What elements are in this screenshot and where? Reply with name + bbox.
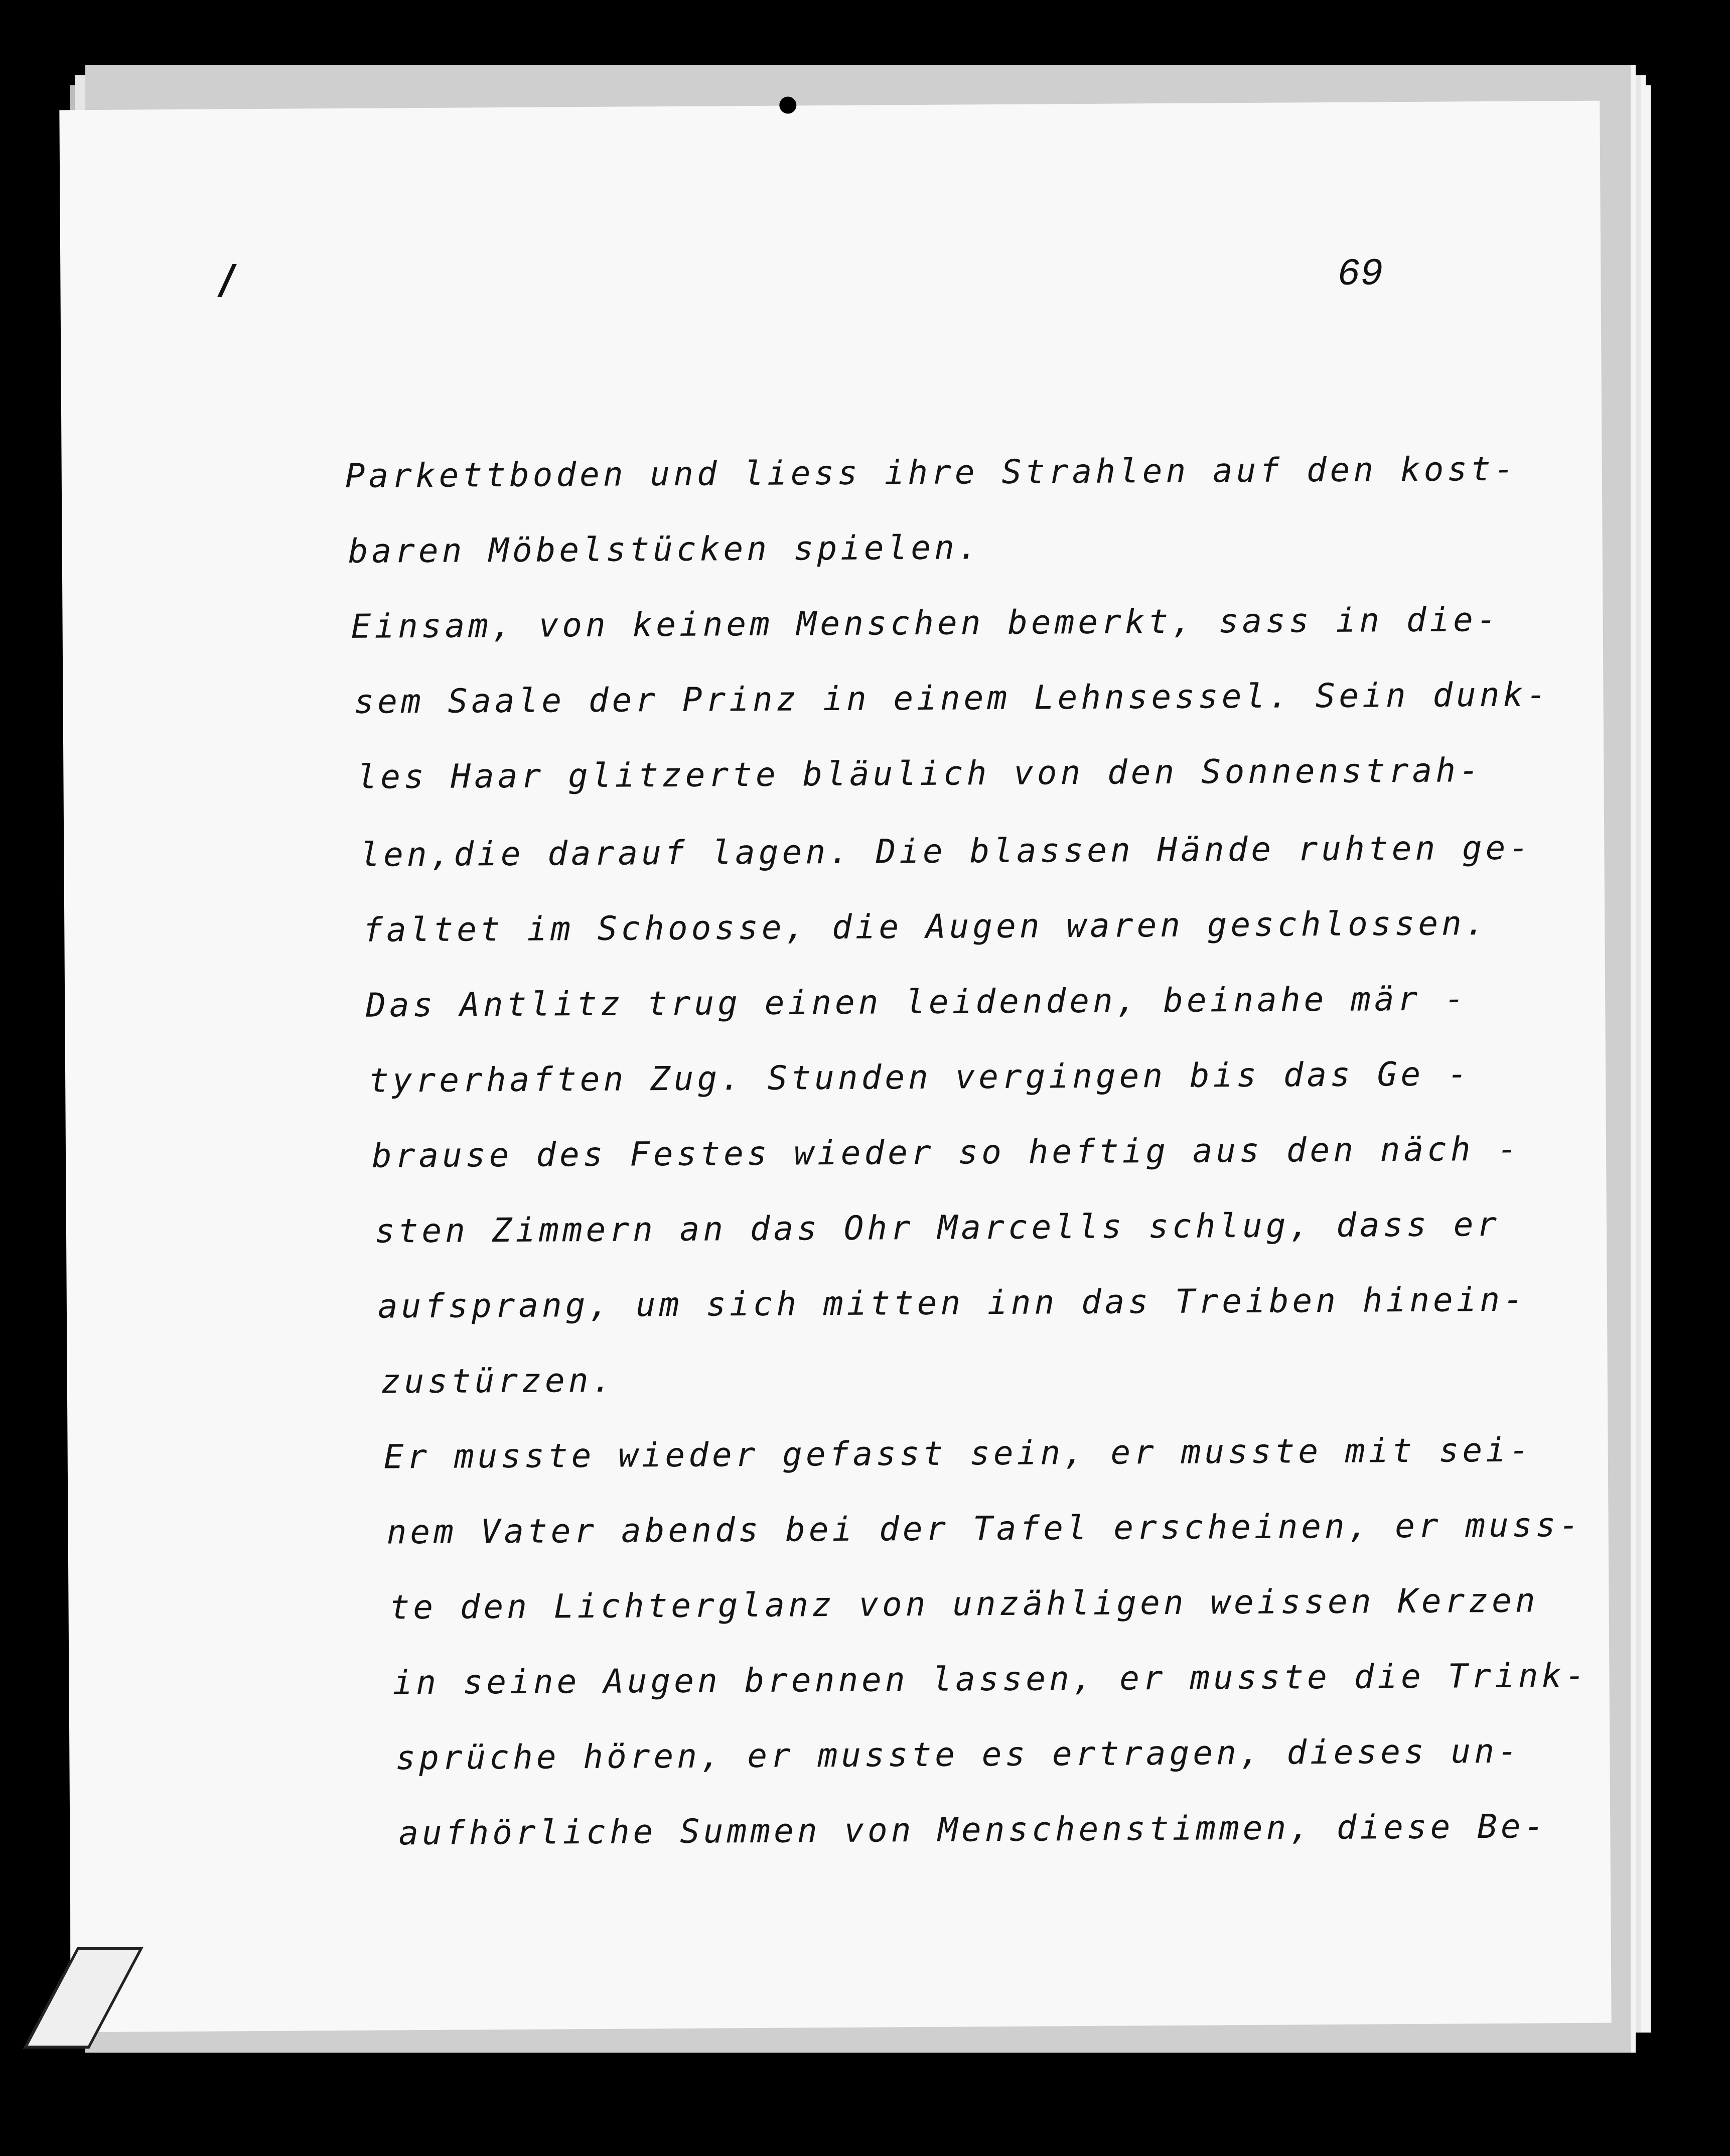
text-line: faltet im Schoosse, die Augen waren geschlossen.	[363, 904, 1489, 950]
text-line: len,die darauf lagen. Die blassen Hände ruhten ge-	[360, 828, 1533, 874]
text-line: sten Zimmern an das Ohr Marcells schlug, dass er	[374, 1204, 1501, 1251]
text-line: les Haar glitzerte bläulich von den Sonnenstrah-	[357, 751, 1483, 796]
text-line: aufsprang, um sich mitten inn das Treiben hinein-	[377, 1280, 1527, 1326]
text-line: te den Lichterglanz von unzähligen weissen Kerzen	[389, 1581, 1539, 1627]
text-line: Er musste wieder gefasst sein, er musste mit sei-	[383, 1430, 1533, 1476]
corner-mark: /	[215, 256, 239, 303]
text-line: sprüche hören, er musste es ertragen, dieses un-	[395, 1731, 1521, 1778]
text-line: baren Möbelstücken spielen.	[348, 528, 981, 571]
text-line: sem Saale der Prinz in einem Lehnsessel. Sein dunk-	[354, 675, 1550, 721]
text-line: aufhörliche Summen von Menschenstimmen, diese Be-	[398, 1807, 1548, 1853]
body-text	[59, 101, 1611, 2033]
text-line: zustürzen.	[380, 1361, 616, 1401]
text-line: Das Antlitz trug einen leidenden, beinahe mär -	[366, 979, 1468, 1025]
text-line: brause des Festes wieder so heftig aus den näch -	[371, 1129, 1521, 1175]
text-line: Parkettboden und liess ihre Strahlen auf den kost-	[345, 449, 1518, 495]
page-number: 69	[1337, 252, 1383, 296]
text-line: tyrerhaften Zug. Stunden vergingen bis das Ge -	[368, 1054, 1471, 1100]
typewritten-page	[59, 101, 1611, 2033]
text-line: nem Vater abends bei der Tafel erscheinen, er muss-	[386, 1505, 1583, 1552]
text-line: in seine Augen brennen lassen, er musste die Trink-	[392, 1656, 1589, 1702]
text-line: Einsam, von keinem Menschen bemerkt, sass in die-	[351, 600, 1500, 646]
